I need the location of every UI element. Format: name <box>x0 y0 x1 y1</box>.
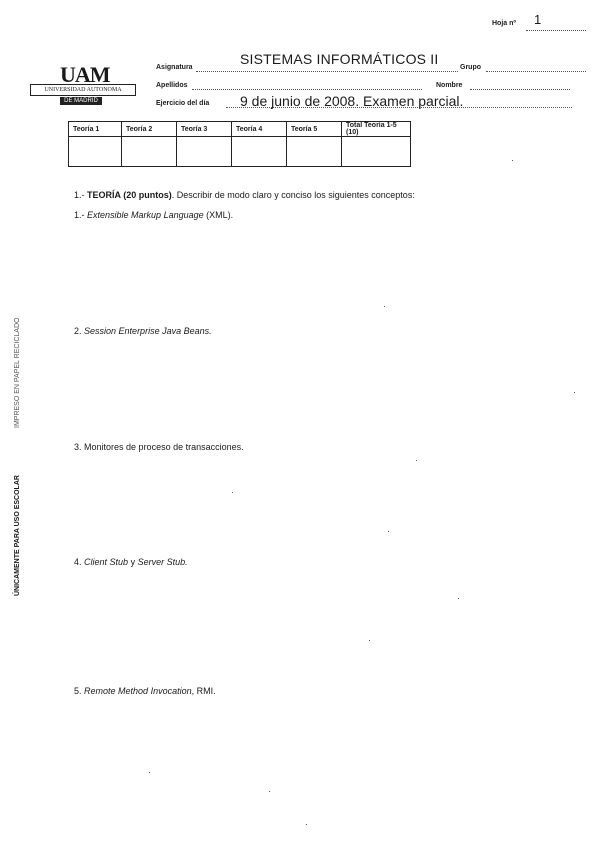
q5-rest: , RMI. <box>191 686 216 696</box>
grade-cell-2[interactable] <box>122 137 177 167</box>
nombre-label: Nombre <box>436 82 463 89</box>
q4-term-b: Server Stub. <box>137 557 188 567</box>
intro-heading: TEORÍA (20 puntos) <box>87 190 172 200</box>
q4-mid: y <box>128 557 138 567</box>
grades-header-row <box>69 122 411 137</box>
intro-text: . Describir de modo claro y conciso los siguientes conceptos: <box>171 190 415 200</box>
q4-number: 4. <box>74 557 82 567</box>
q5-number: 5. <box>74 686 82 696</box>
recycled-paper-note: IMPRESO EN PAPEL RECICLADO <box>14 317 21 428</box>
scan-speck <box>458 598 459 599</box>
apellidos-label: Apellidos <box>156 82 188 89</box>
scan-speck <box>369 640 370 641</box>
scan-speck <box>269 791 270 792</box>
scan-speck <box>416 460 417 461</box>
q3-number: 3. <box>74 442 82 452</box>
question-3 <box>74 442 244 452</box>
scan-speck <box>232 492 233 493</box>
scan-speck <box>149 772 150 773</box>
grades-table <box>68 121 411 167</box>
grades-entry-row <box>69 137 411 167</box>
scan-speck <box>512 160 513 161</box>
scan-speck <box>388 531 389 532</box>
subject-title: SISTEMAS INFORMÁTICOS II <box>240 51 439 67</box>
scan-speck <box>574 392 575 393</box>
q5-term: Remote Method Invocation <box>84 686 192 696</box>
scan-speck <box>306 824 307 825</box>
grupo-fill-line <box>486 71 586 72</box>
grupo-label: Grupo <box>460 64 481 71</box>
grade-cell-3[interactable] <box>177 137 232 167</box>
q1-rest: (XML). <box>203 210 234 220</box>
nombre-fill-line <box>470 89 570 90</box>
q1-term: Extensible Markup Language <box>87 210 204 220</box>
grade-cell-1[interactable] <box>69 137 122 167</box>
grade-cell-total[interactable] <box>342 137 411 167</box>
question-4 <box>74 557 188 567</box>
q3-text: Monitores de proceso de transacciones. <box>84 442 244 452</box>
q4-term-a: Client Stub <box>84 557 129 567</box>
q2-number: 2. <box>74 326 82 336</box>
asignatura-label: Asignatura <box>156 64 193 71</box>
exam-date: 9 de junio de 2008. Examen parcial. <box>240 93 464 109</box>
grade-col-4: Teoría 4 <box>232 122 287 137</box>
question-5 <box>74 686 216 696</box>
hoja-label: Hoja nº <box>492 20 516 27</box>
uam-logo: UAM <box>60 62 110 87</box>
q1-number: 1.- <box>74 210 85 220</box>
question-2 <box>74 326 212 336</box>
grade-cell-5[interactable] <box>287 137 342 167</box>
hoja-fill-line <box>526 30 586 31</box>
asignatura-fill-line <box>196 71 458 72</box>
uam-city-badge: DE MADRID <box>60 97 102 105</box>
ejercicio-label: Ejercicio del día <box>156 100 210 107</box>
grade-col-3: Teoría 3 <box>177 122 232 137</box>
hoja-number: 1 <box>534 12 542 27</box>
grade-col-2: Teoría 2 <box>122 122 177 137</box>
apellidos-fill-line <box>192 89 422 90</box>
intro-number: 1.- <box>74 190 85 200</box>
grade-col-1: Teoría 1 <box>69 122 122 137</box>
grade-col-total: Total Teoría 1-5 (10) <box>342 122 411 137</box>
grade-cell-4[interactable] <box>232 137 287 167</box>
uam-university-name: UNIVERSIDAD AUTONOMA <box>30 84 136 96</box>
school-use-note: ÚNICAMENTE PARA USO ESCOLAR <box>14 475 21 596</box>
theory-intro <box>74 190 415 200</box>
grade-col-5: Teoría 5 <box>287 122 342 137</box>
scan-speck <box>384 306 385 307</box>
q2-term: Session Enterprise Java Beans. <box>84 326 212 336</box>
question-1 <box>74 210 233 220</box>
